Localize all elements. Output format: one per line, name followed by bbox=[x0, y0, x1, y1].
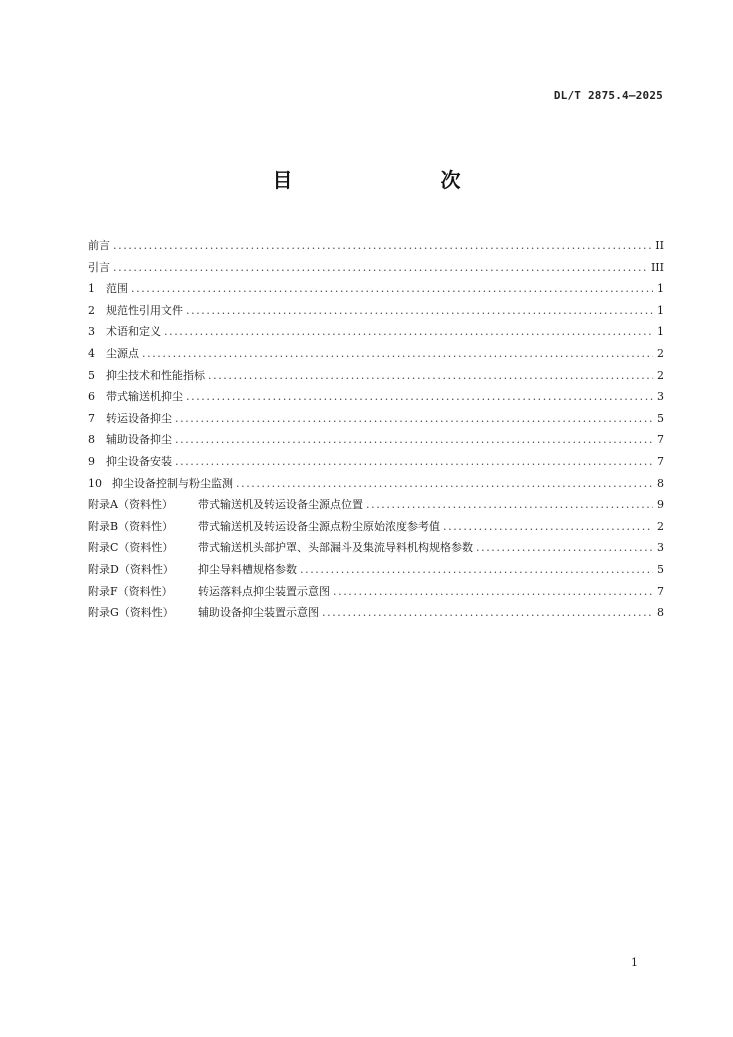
page-number: 1 bbox=[631, 956, 638, 969]
toc-entry-number: 6 bbox=[88, 390, 95, 404]
toc-entry-5[interactable] bbox=[88, 365, 664, 387]
toc-leader-dots bbox=[208, 365, 653, 387]
toc-entry-4[interactable] bbox=[88, 343, 664, 365]
toc-leader-dots bbox=[175, 451, 653, 473]
toc-appendix-label: 带式输送机头部护罩、头部漏斗及集流导料机构规格参数 bbox=[198, 541, 473, 555]
toc-appendix-c[interactable] bbox=[88, 537, 664, 559]
toc-entry-label: 带式输送机抑尘 bbox=[106, 390, 183, 404]
toc-appendix-number: 附录A（资料性） bbox=[88, 498, 173, 512]
toc-entry-label: 抑尘技术和性能指标 bbox=[106, 368, 205, 382]
toc-entry-page: II bbox=[655, 239, 664, 252]
toc-leader-dots bbox=[175, 408, 653, 430]
toc-entry-number: 3 bbox=[88, 325, 95, 339]
toc-appendix-label: 转运落料点抑尘装置示意图 bbox=[198, 584, 330, 598]
toc-entry-1[interactable] bbox=[88, 278, 664, 300]
toc-leader-dots bbox=[131, 278, 653, 300]
toc-entry-page: 7 bbox=[657, 433, 664, 447]
toc-leader-dots bbox=[142, 343, 653, 365]
toc-entry-label: 辅助设备抑尘 bbox=[106, 433, 172, 447]
toc-entry-label: 抑尘设备控制与粉尘监测 bbox=[112, 476, 233, 490]
toc-entry-number: 4 bbox=[88, 346, 95, 360]
toc-entry-page: 3 bbox=[657, 390, 664, 404]
toc-appendix-page: 3 bbox=[657, 541, 664, 555]
toc-leader-dots bbox=[322, 602, 653, 624]
table-of-contents bbox=[88, 235, 664, 624]
toc-entry-label: 抑尘设备安装 bbox=[106, 454, 172, 468]
toc-entry-page: 5 bbox=[657, 411, 664, 425]
toc-leader-dots bbox=[333, 581, 653, 603]
toc-leader-dots bbox=[113, 257, 648, 279]
toc-entry-number: 8 bbox=[88, 433, 95, 447]
toc-entry-number: 1 bbox=[88, 282, 95, 296]
toc-appendix-d[interactable] bbox=[88, 559, 664, 581]
toc-entry-page: 1 bbox=[657, 282, 664, 296]
toc-leader-dots bbox=[476, 537, 653, 559]
toc-entry-label: 引言 bbox=[88, 260, 110, 274]
toc-entry-3[interactable] bbox=[88, 321, 664, 343]
toc-appendix-label: 带式输送机及转运设备尘源点位置 bbox=[198, 498, 363, 512]
toc-leader-dots bbox=[186, 300, 653, 322]
page-title: 目 次 bbox=[272, 168, 497, 192]
toc-entry-number: 2 bbox=[88, 303, 95, 317]
toc-entry-page: 1 bbox=[657, 325, 664, 339]
toc-leader-dots bbox=[236, 473, 653, 495]
toc-entry-introduction[interactable] bbox=[88, 257, 664, 279]
toc-entry-page: 1 bbox=[657, 303, 664, 317]
toc-entry-page: 2 bbox=[657, 346, 664, 360]
toc-appendix-a[interactable] bbox=[88, 494, 664, 516]
toc-entry-8[interactable] bbox=[88, 429, 664, 451]
toc-entry-page: 8 bbox=[657, 476, 664, 490]
toc-entry-page: 2 bbox=[657, 368, 664, 382]
toc-entry-label: 范围 bbox=[106, 282, 128, 296]
toc-appendix-b[interactable] bbox=[88, 516, 664, 538]
toc-appendix-g[interactable] bbox=[88, 602, 664, 624]
toc-entry-number: 9 bbox=[88, 454, 95, 468]
toc-entry-label: 规范性引用文件 bbox=[106, 303, 183, 317]
toc-appendix-number: 附录F（资料性） bbox=[88, 584, 173, 598]
toc-entry-preface[interactable] bbox=[88, 235, 664, 257]
toc-appendix-number: 附录G（资料性） bbox=[88, 606, 174, 620]
toc-entry-label: 尘源点 bbox=[106, 346, 139, 360]
toc-entry-number: 10 bbox=[88, 476, 102, 490]
toc-appendix-page: 2 bbox=[657, 519, 664, 533]
toc-entry-label: 前言 bbox=[88, 239, 110, 252]
toc-appendix-label: 抑尘导料槽规格参数 bbox=[198, 562, 297, 576]
toc-appendix-page: 9 bbox=[657, 498, 664, 512]
toc-entry-number: 7 bbox=[88, 411, 95, 425]
toc-leader-dots bbox=[300, 559, 653, 581]
toc-entry-number: 5 bbox=[88, 368, 95, 382]
toc-appendix-number: 附录B（资料性） bbox=[88, 519, 174, 533]
toc-entry-6[interactable] bbox=[88, 386, 664, 408]
toc-appendix-page: 8 bbox=[657, 606, 664, 620]
toc-appendix-label: 辅助设备抑尘装置示意图 bbox=[198, 606, 319, 620]
toc-appendix-page: 7 bbox=[657, 584, 664, 598]
toc-entry-10[interactable] bbox=[88, 473, 664, 495]
toc-leader-dots bbox=[113, 235, 652, 257]
toc-entry-2[interactable] bbox=[88, 300, 664, 322]
toc-appendix-f[interactable] bbox=[88, 581, 664, 603]
toc-entry-page: 7 bbox=[657, 454, 664, 468]
toc-leader-dots bbox=[164, 321, 653, 343]
toc-entry-label: 术语和定义 bbox=[106, 325, 161, 339]
toc-entry-label: 转运设备抑尘 bbox=[106, 411, 172, 425]
toc-leader-dots bbox=[366, 494, 653, 516]
toc-appendix-page: 5 bbox=[657, 562, 664, 576]
toc-leader-dots bbox=[175, 429, 653, 451]
toc-appendix-number: 附录D（资料性） bbox=[88, 562, 174, 576]
toc-appendix-label: 带式输送机及转运设备尘源点粉尘原始浓度参考值 bbox=[198, 519, 440, 533]
toc-entry-9[interactable] bbox=[88, 451, 664, 473]
toc-appendix-number: 附录C（资料性） bbox=[88, 541, 174, 555]
toc-entry-page: III bbox=[650, 260, 664, 274]
toc-leader-dots bbox=[443, 516, 653, 538]
toc-entry-7[interactable] bbox=[88, 408, 664, 430]
toc-leader-dots bbox=[186, 386, 653, 408]
standard-code: DL/T 2875.4—2025 bbox=[553, 89, 663, 102]
